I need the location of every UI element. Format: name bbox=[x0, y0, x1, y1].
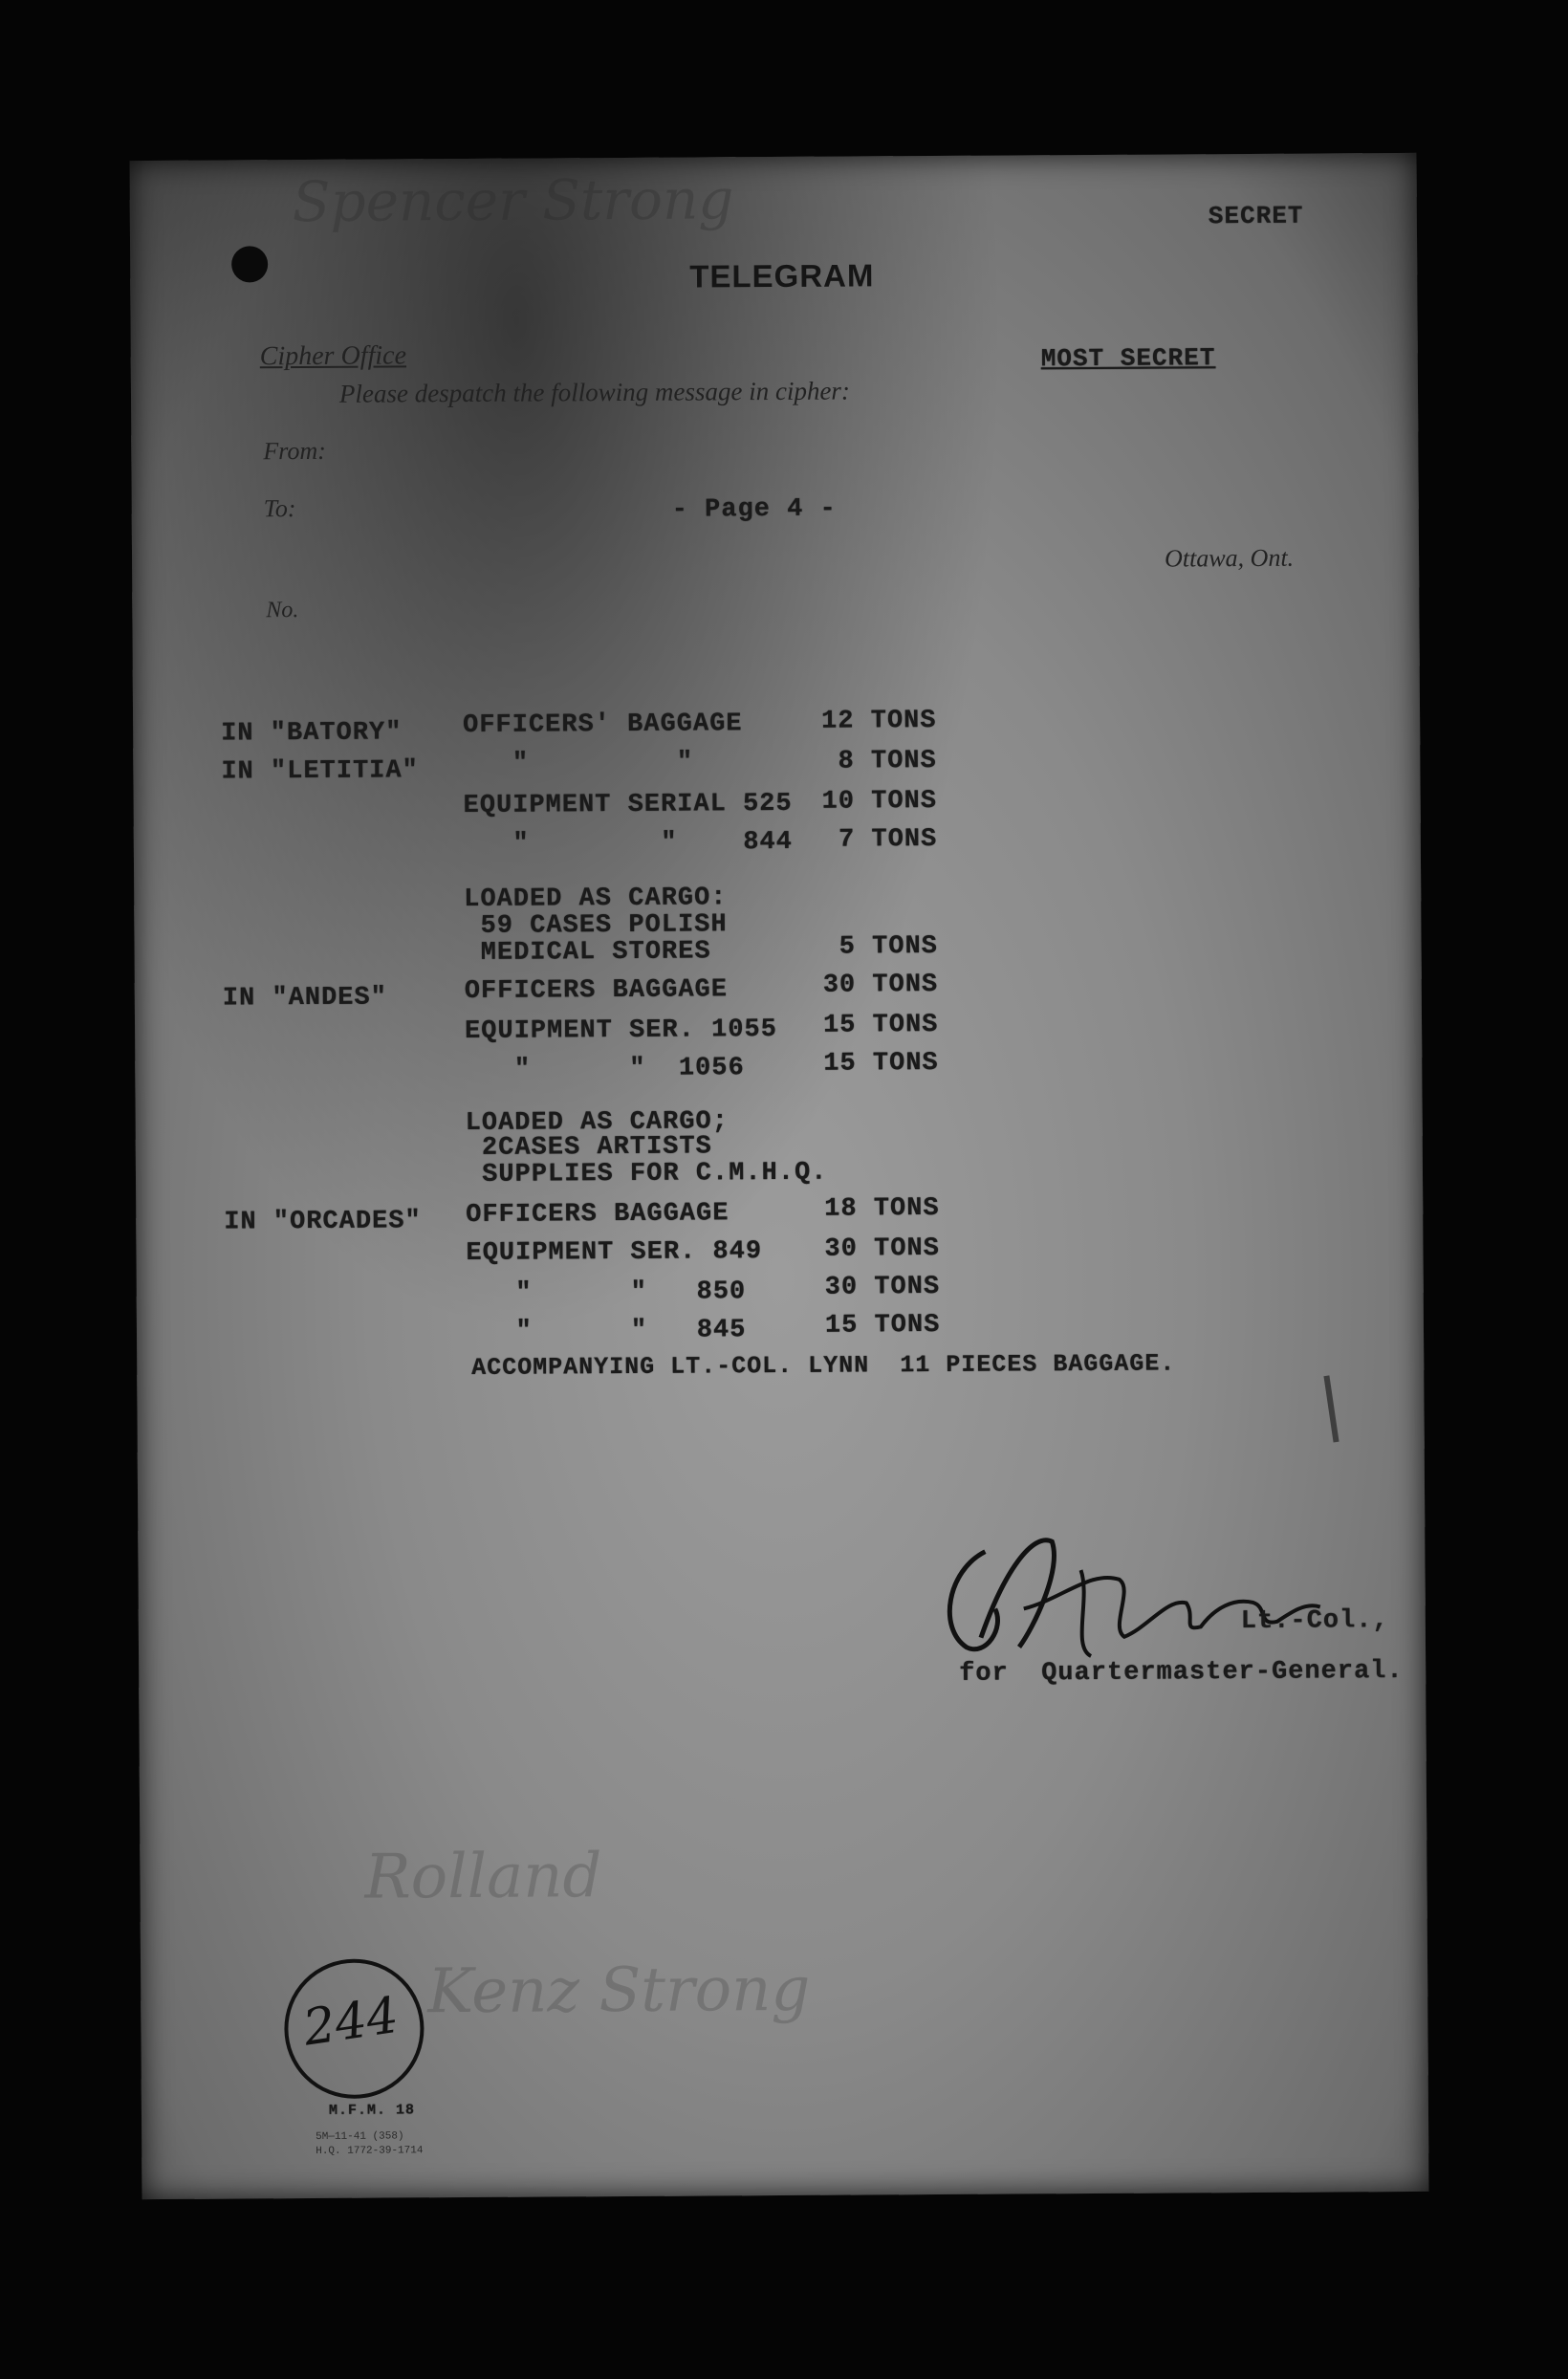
cargo-item: " " 845 bbox=[466, 1316, 747, 1347]
ship-label: IN "LETITIA" bbox=[221, 756, 419, 787]
cargo-item: MEDICAL STORES bbox=[464, 937, 711, 969]
ship-label: IN "ANDES" bbox=[222, 983, 387, 1014]
cargo-item: LOADED AS CARGO: bbox=[464, 884, 728, 915]
cargo-item: OFFICERS BAGGAGE bbox=[464, 975, 729, 1007]
from-label: From: bbox=[263, 436, 326, 466]
number-label: No. bbox=[266, 598, 299, 623]
cargo-quantity: 12 TONS bbox=[821, 706, 937, 736]
cargo-item: OFFICERS BAGGAGE bbox=[466, 1199, 730, 1231]
to-label: To: bbox=[263, 494, 296, 523]
cargo-item: LOADED AS CARGO; bbox=[465, 1107, 729, 1139]
cargo-item: OFFICERS' BAGGAGE bbox=[463, 709, 743, 741]
secret-marking: SECRET bbox=[1208, 201, 1304, 231]
document-title: TELEGRAM bbox=[689, 257, 875, 295]
cargo-item: " " bbox=[463, 748, 694, 779]
cargo-item: " " 1056 bbox=[465, 1054, 745, 1085]
cargo-item: EQUIPMENT SER. 1055 bbox=[464, 1015, 778, 1047]
punch-hole bbox=[231, 246, 268, 282]
cargo-quantity: 10 TONS bbox=[821, 786, 938, 817]
print-code: H.Q. 1772-39-1714 bbox=[316, 2145, 424, 2157]
cargo-item: 59 CASES POLISH bbox=[464, 910, 728, 942]
place-of-origin: Ottawa, Ont. bbox=[1164, 543, 1295, 573]
cargo-quantity: 15 TONS bbox=[822, 1010, 939, 1040]
cipher-instruction: Please despatch the following message in cipher: bbox=[338, 376, 850, 408]
cargo-quantity: 15 TONS bbox=[824, 1310, 941, 1341]
cargo-quantity: 30 TONS bbox=[822, 970, 939, 1000]
cargo-item: 2CASES ARTISTS bbox=[465, 1132, 712, 1164]
ship-label: IN "BATORY" bbox=[221, 718, 403, 749]
cargo-quantity: 18 TONS bbox=[824, 1193, 940, 1224]
folio-number: 244 bbox=[299, 1986, 403, 2058]
signature-graphic bbox=[927, 1511, 1330, 1667]
cargo-quantity: 5 TONS bbox=[822, 931, 939, 962]
cargo-quantity: 7 TONS bbox=[821, 824, 938, 855]
cargo-item: SUPPLIES FOR C.M.H.Q. bbox=[465, 1158, 828, 1190]
accompanying-note: ACCOMPANYING LT.-COL. LYNN 11 PIECES BAGGAGE. bbox=[471, 1349, 1176, 1382]
telegram-sheet bbox=[130, 153, 1429, 2199]
cargo-item: EQUIPMENT SERIAL 525 bbox=[463, 789, 793, 821]
bleed-through-text: Rolland bbox=[364, 1841, 602, 1913]
form-number: M.F.M. 18 bbox=[328, 2102, 416, 2119]
signatory-rank: Lt.-Col., bbox=[1240, 1606, 1389, 1637]
signature bbox=[927, 1511, 1330, 1667]
classification-marking: MOST SECRET bbox=[1040, 343, 1216, 374]
cargo-item: EQUIPMENT SER. 849 bbox=[466, 1237, 763, 1269]
cargo-quantity: 30 TONS bbox=[824, 1272, 941, 1302]
print-code: 5M—11-41 (358) bbox=[316, 2130, 404, 2143]
bleed-through-text-top: Spencer Strong bbox=[292, 166, 734, 235]
cipher-office-label: Cipher Office bbox=[259, 340, 407, 372]
cargo-quantity: 8 TONS bbox=[821, 746, 937, 776]
cargo-item: " " 850 bbox=[466, 1277, 747, 1309]
page-number: - Page 4 - bbox=[671, 494, 837, 525]
cargo-quantity: 15 TONS bbox=[823, 1048, 939, 1079]
ship-label: IN "ORCADES" bbox=[224, 1207, 422, 1237]
ink-mark bbox=[1323, 1375, 1339, 1442]
folio-stamp bbox=[284, 1958, 425, 2099]
cargo-quantity: 30 TONS bbox=[824, 1233, 940, 1264]
signatory-office: for Quartermaster-General. bbox=[959, 1657, 1404, 1689]
bleed-through-text: Kenz Strong bbox=[426, 1953, 811, 2028]
cargo-item: " " 844 bbox=[463, 827, 794, 860]
